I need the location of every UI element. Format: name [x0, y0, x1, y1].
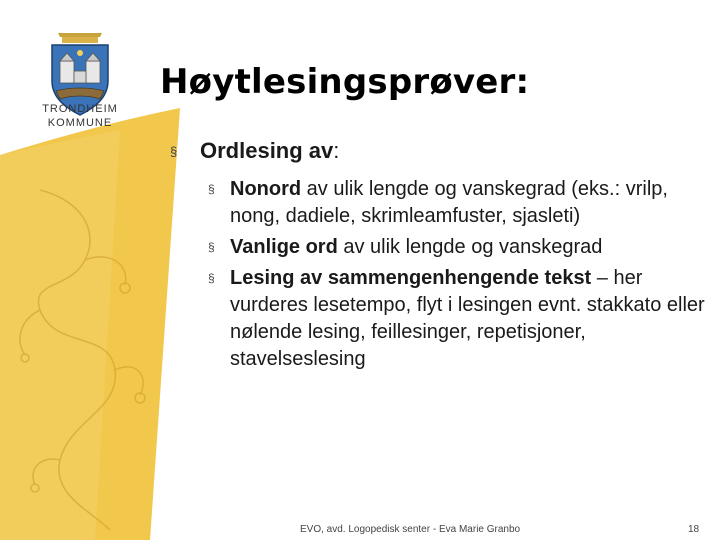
bullet-marker: § [170, 144, 178, 159]
page-number: 18 [688, 524, 700, 535]
bullet-level1-bold: Ordlesing av [200, 138, 334, 163]
bullet-level1-rest: : [333, 138, 340, 163]
sub-bullet-item [208, 265, 710, 373]
sub-bullet-rest: av ulik lengde og vanskegrad (eks.: vrilp, nong, dadiele, skrimleamfuster, sjasleti) [230, 178, 668, 227]
bullet-marker: § [208, 182, 215, 196]
bullet-level1 [170, 136, 710, 166]
bullet-marker: § [208, 271, 215, 285]
logo-wordmark [20, 102, 140, 130]
sub-bullet-bold: Lesing av sammengenhengende tekst [230, 267, 592, 289]
sub-bullet-bold: Vanlige ord [230, 236, 338, 258]
sub-bullet-rest: av ulik lengde og vanskegrad [337, 236, 603, 258]
slide-body [170, 136, 710, 377]
sub-bullet-list [208, 176, 710, 373]
sub-bullet-rest: – her vurderes lesetempo, flyt i lesingen evnt. stakkato eller nølende lesing, feillesinger, repetisjoner, stavelseslesing [230, 267, 705, 370]
logo-line-1: TRONDHEIM [42, 103, 118, 115]
slide-title: Høytlesingsprøver: [160, 62, 530, 102]
sub-bullet-bold: Nonord [230, 178, 302, 200]
bullet-marker: § [208, 240, 215, 254]
sub-bullet-item [208, 176, 710, 230]
logo-line-2: KOMMUNE [47, 117, 113, 129]
sub-bullet-item [208, 234, 710, 261]
footer-text: EVO, avd. Logopedisk senter - Eva Marie Granbo [300, 524, 521, 535]
